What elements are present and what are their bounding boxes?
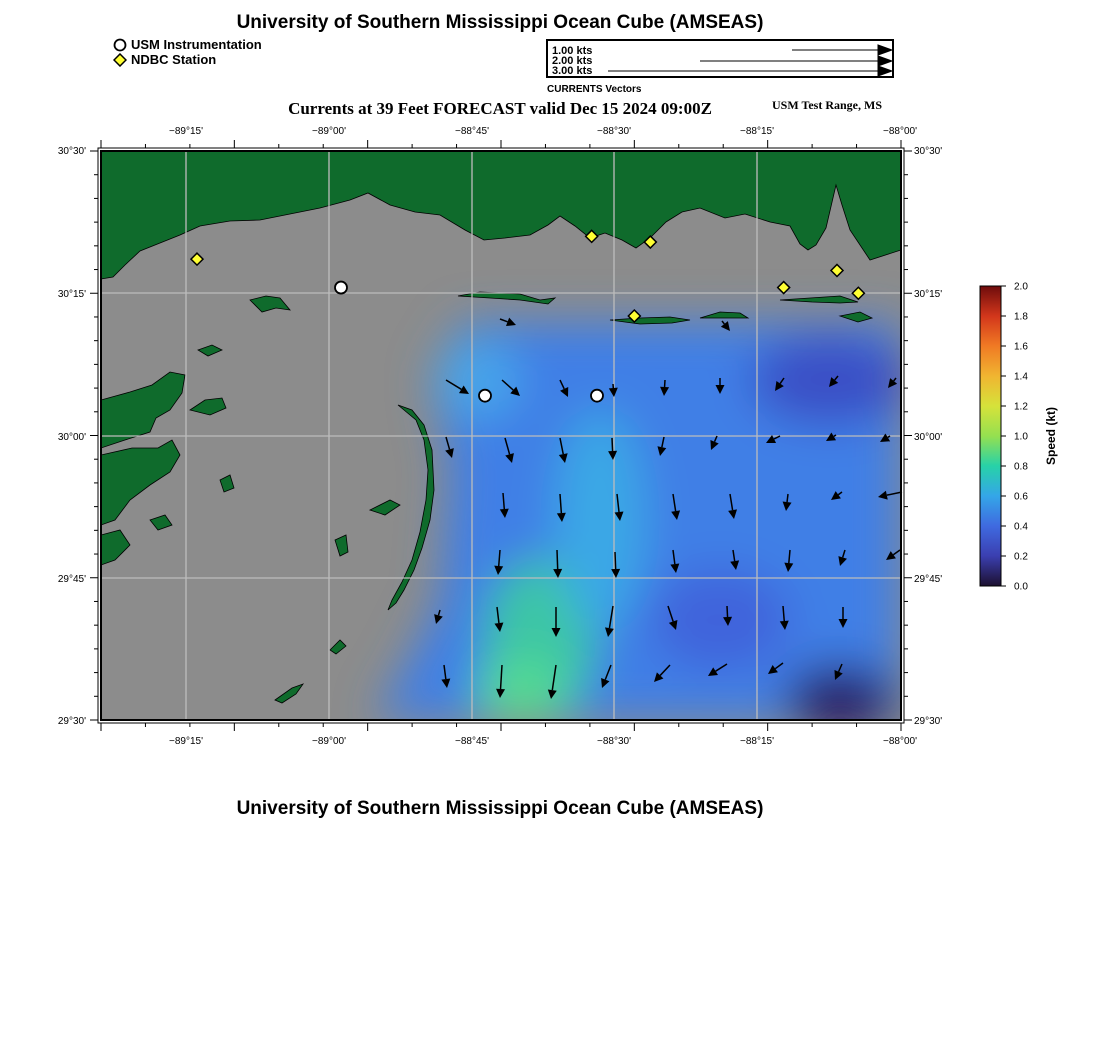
lon-label: −88°30' <box>597 736 631 747</box>
lat-label: 30°30' <box>914 146 943 157</box>
lat-labels-left <box>58 146 86 727</box>
vector-key-caption: CURRENTS Vectors <box>547 84 642 95</box>
lat-label: 30°00' <box>57 432 86 443</box>
lon-label: −89°00' <box>312 736 346 747</box>
current-vector-shaft <box>727 606 728 617</box>
lon-label: −88°30' <box>597 126 631 137</box>
lat-label: 30°15' <box>57 289 86 300</box>
current-vector-shaft <box>787 494 788 502</box>
lat-label: 29°45' <box>914 574 943 585</box>
usm-station-marker <box>479 390 491 402</box>
lon-label: −88°15' <box>740 126 774 137</box>
current-vector-shaft <box>557 550 558 569</box>
colorbar-tick-label: 2.0 <box>1014 281 1028 293</box>
legend-ndbc-label: NDBC Station <box>131 52 217 67</box>
lat-label: 30°00' <box>914 432 943 443</box>
map-region-label: USM Test Range, MS <box>772 98 883 112</box>
lat-label: 29°30' <box>57 716 86 727</box>
footer-title: University of Southern Mississippi Ocean Cube (AMSEAS) <box>236 798 764 819</box>
colorbar-tick-label: 0.2 <box>1014 551 1028 563</box>
colorbar-tick-label: 1.6 <box>1014 341 1028 353</box>
colorbar <box>980 282 1058 593</box>
vector-key-label-2: 2.00 kts <box>552 55 593 67</box>
colorbar-ticks <box>1001 282 1028 593</box>
current-vector-shaft <box>615 552 616 569</box>
colorbar-tick-label: 0.0 <box>1014 581 1028 593</box>
map-subtitle: Currents at 39 Feet FORECAST valid Dec 15 2024 09:00Z <box>288 99 712 118</box>
lat-label: 30°15' <box>914 289 943 300</box>
colorbar-gradient <box>980 286 1001 586</box>
lon-labels-bottom <box>169 736 917 747</box>
vector-key-label-1: 1.00 kts <box>552 45 593 57</box>
colorbar-tick-label: 1.0 <box>1014 431 1028 443</box>
colorbar-label: Speed (kt) <box>1044 406 1058 466</box>
lon-label: −89°15' <box>169 736 203 747</box>
usm-station-marker <box>591 390 603 402</box>
lon-label: −88°15' <box>740 736 774 747</box>
legend-usm-label: USM Instrumentation <box>131 37 262 52</box>
colorbar-tick-label: 1.2 <box>1014 401 1028 413</box>
colorbar-tick-label: 0.8 <box>1014 461 1028 473</box>
lon-labels-top <box>169 126 917 137</box>
lat-label: 30°30' <box>57 146 86 157</box>
vector-key-label-3: 3.00 kts <box>552 65 593 77</box>
lon-label: −88°45' <box>455 126 489 137</box>
lon-label: −88°00' <box>883 736 917 747</box>
page-title: University of Southern Mississippi Ocean Cube (AMSEAS) <box>236 12 764 33</box>
lon-label: −88°45' <box>455 736 489 747</box>
colorbar-tick-label: 1.8 <box>1014 311 1028 323</box>
lat-labels-right <box>914 146 942 727</box>
colorbar-tick-label: 1.4 <box>1014 371 1028 383</box>
colorbar-tick-label: 0.4 <box>1014 521 1028 533</box>
lon-label: −89°15' <box>169 126 203 137</box>
lon-label: −89°00' <box>312 126 346 137</box>
lat-label: 29°30' <box>914 716 943 727</box>
usm-station-marker <box>335 282 347 294</box>
lat-label: 29°45' <box>57 574 86 585</box>
lon-label: −88°00' <box>883 126 917 137</box>
colorbar-tick-label: 0.6 <box>1014 491 1028 503</box>
current-vector-shaft <box>612 438 613 451</box>
